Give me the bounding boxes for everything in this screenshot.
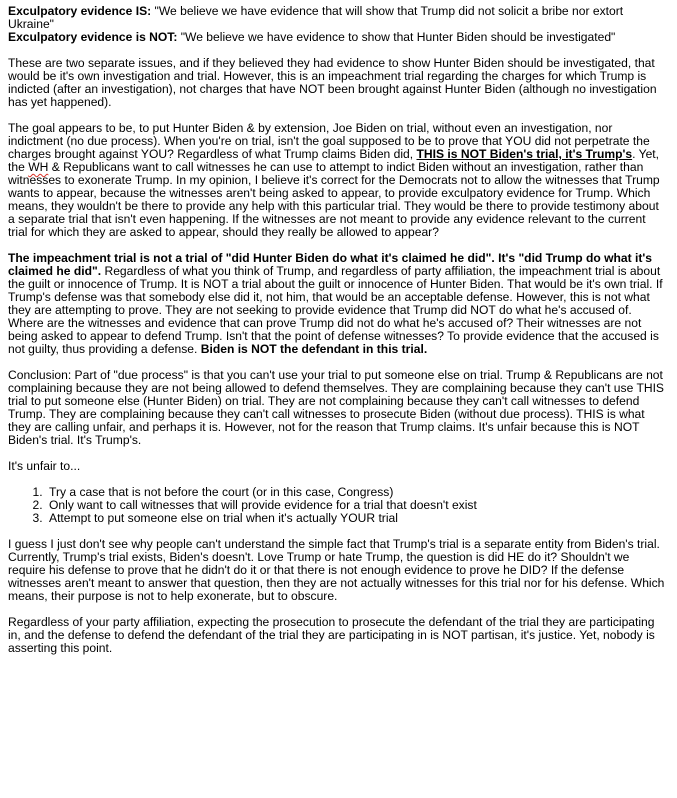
paragraph-impeachment-trial bbox=[8, 252, 667, 356]
list-item: 3. Attempt to put someone else on trial when it's actually YOUR trial bbox=[46, 512, 667, 525]
paragraph-impeachment-lead: The impeachment trial is not a trial of "did Hunter Biden do what it's claimed he did". It's "did Trump do what it's claimed he did". bbox=[8, 251, 653, 278]
paragraph-separate-issues: These are two separate issues, and if they believed they had evidence to show Hunter Biden should be investigated, that would be it's own investigation and trial. However, this is an impeachment trial regarding the charges for which Trump is indicted (after an investigation), not charges that have NOT been brought against Hunter Biden (although no investigation has yet happened). bbox=[8, 56, 657, 109]
exculpatory-is-label: Exculpatory evidence IS: bbox=[8, 4, 152, 18]
paragraph-goal-part-b: . Yet, the bbox=[8, 147, 660, 174]
exculpatory-not-text: "We believe we have evidence to show that Hunter Biden should be investigated" bbox=[177, 30, 616, 44]
exculpatory-not-label: Exculpatory evidence is NOT: bbox=[8, 30, 178, 44]
paragraph-impeachment-body: Regardless of what you think of Trump, and regardless of party affiliation, the impeachment trial is about the guilt or innocence of Trump. It is NOT a trial about the guilt or innocence of Hunter Biden. That would be it's own trial. If Trump's defense was that somebody else did it, not him, that would be an acceptable defense. However, this is not what they are attempting to prove. They are not seeking to provide evidence that Trump did NOT do what he's accused of. Where are the witnesses and evidence that can prove Trump did not do what he's accused of? Their witnesses are not being asked to appear to defend Trump. Isn't that the point of defense witnesses? To provide evidence that the accused is not guilty, thus providing a defense. bbox=[8, 264, 663, 356]
list-item: 1. Try a case that is not before the court (or in this case, Congress) bbox=[46, 486, 667, 499]
unfair-list bbox=[8, 486, 667, 525]
paragraph-impeachment-end: Biden is NOT the defendant in this trial. bbox=[200, 342, 428, 356]
paragraph-party-affiliation: Regardless of your party affiliation, expecting the prosecution to prosecute the defendant of the trial they are participating in, and the defense to defend the defendant of the trial they are participating in is NOT partisan, it's justice. Yet, nobody is asserting this point. bbox=[8, 615, 655, 655]
paragraph-goal bbox=[8, 122, 667, 239]
exculpatory-is-text: "We believe we have evidence that will show that Trump did not solicit a bribe nor extort Ukraine" bbox=[8, 4, 624, 31]
unfair-intro: It's unfair to... bbox=[8, 459, 81, 473]
list-item: 2. Only want to call witnesses that will provide evidence for a trial that doesn't exist bbox=[46, 499, 667, 512]
paragraph-goal-part-a: The goal appears to be, to put Hunter Biden & by extension, Joe Biden on trial, without even an investigation, nor indictment (no due process). When you're on trial, isn't the goal supposed to be to prove that YOU did not perpetrate the charges brought against YOU? Regardless of what Trump claims Biden did, bbox=[8, 121, 650, 161]
paragraph-separate-entity: I guess I just don't see why people can't understand the simple fact that Trump's trial is a separate entity from Biden's trial. Currently, Trump's trial exists, Biden's doesn't. Love Trump or hate Trump, the question is did HE do it? Shouldn't we require his defense to prove that he didn't do it or that there is not enough evidence to prove he DID? If the defense witnesses aren't meant to answer that question, then they are not actually witnesses for this trial nor for his defense. Which means, their purpose is not to help exonerate, but to obscure. bbox=[8, 537, 665, 603]
exculpatory-is-line bbox=[8, 5, 667, 31]
spellcheck-word-wh: WH bbox=[28, 160, 49, 174]
paragraph-conclusion: Conclusion: Part of "due process" is that you can't use your trial to put someone else on trial. Trump & Republicans are not complaining because they are not being allowed to defend themselves. They are complaining because they can't use THIS trial to put someone else (Hunter Biden) on trial. They are not complaining because they can't call witnesses to defend Trump. They are complaining because they can't call witnesses to prosecute Biden (without due process). THIS is what they are calling unfair, and perhaps it is. However, not for the reason that Trump claims. It's unfair because this is NOT Biden's trial. It's Trump's. bbox=[8, 368, 664, 447]
paragraph-goal-part-c: & Republicans want to call witnesses he can use to attempt to indict Biden without an investigation, rather than witnesses to exonerate Trump. In my opinion, I believe it's correct for the Democrats not to allow the witnesses that Trump wants to appear, because the witnesses aren't being asked to appear, to provide exculpatory evidence for Trump. Which means, they wouldn't be there to provide any help with this particular trial. They would be there to provide testimony about a separate trial that isn't even happening. If the witnesses are not meant to provide any evidence relevant to the current trial for which they are asked to appear, should they really be allowed to appear? bbox=[8, 160, 660, 239]
exculpatory-not-line bbox=[8, 31, 667, 44]
emphasis-not-bidens-trial: THIS is NOT Biden's trial, it's Trump's bbox=[416, 147, 633, 161]
